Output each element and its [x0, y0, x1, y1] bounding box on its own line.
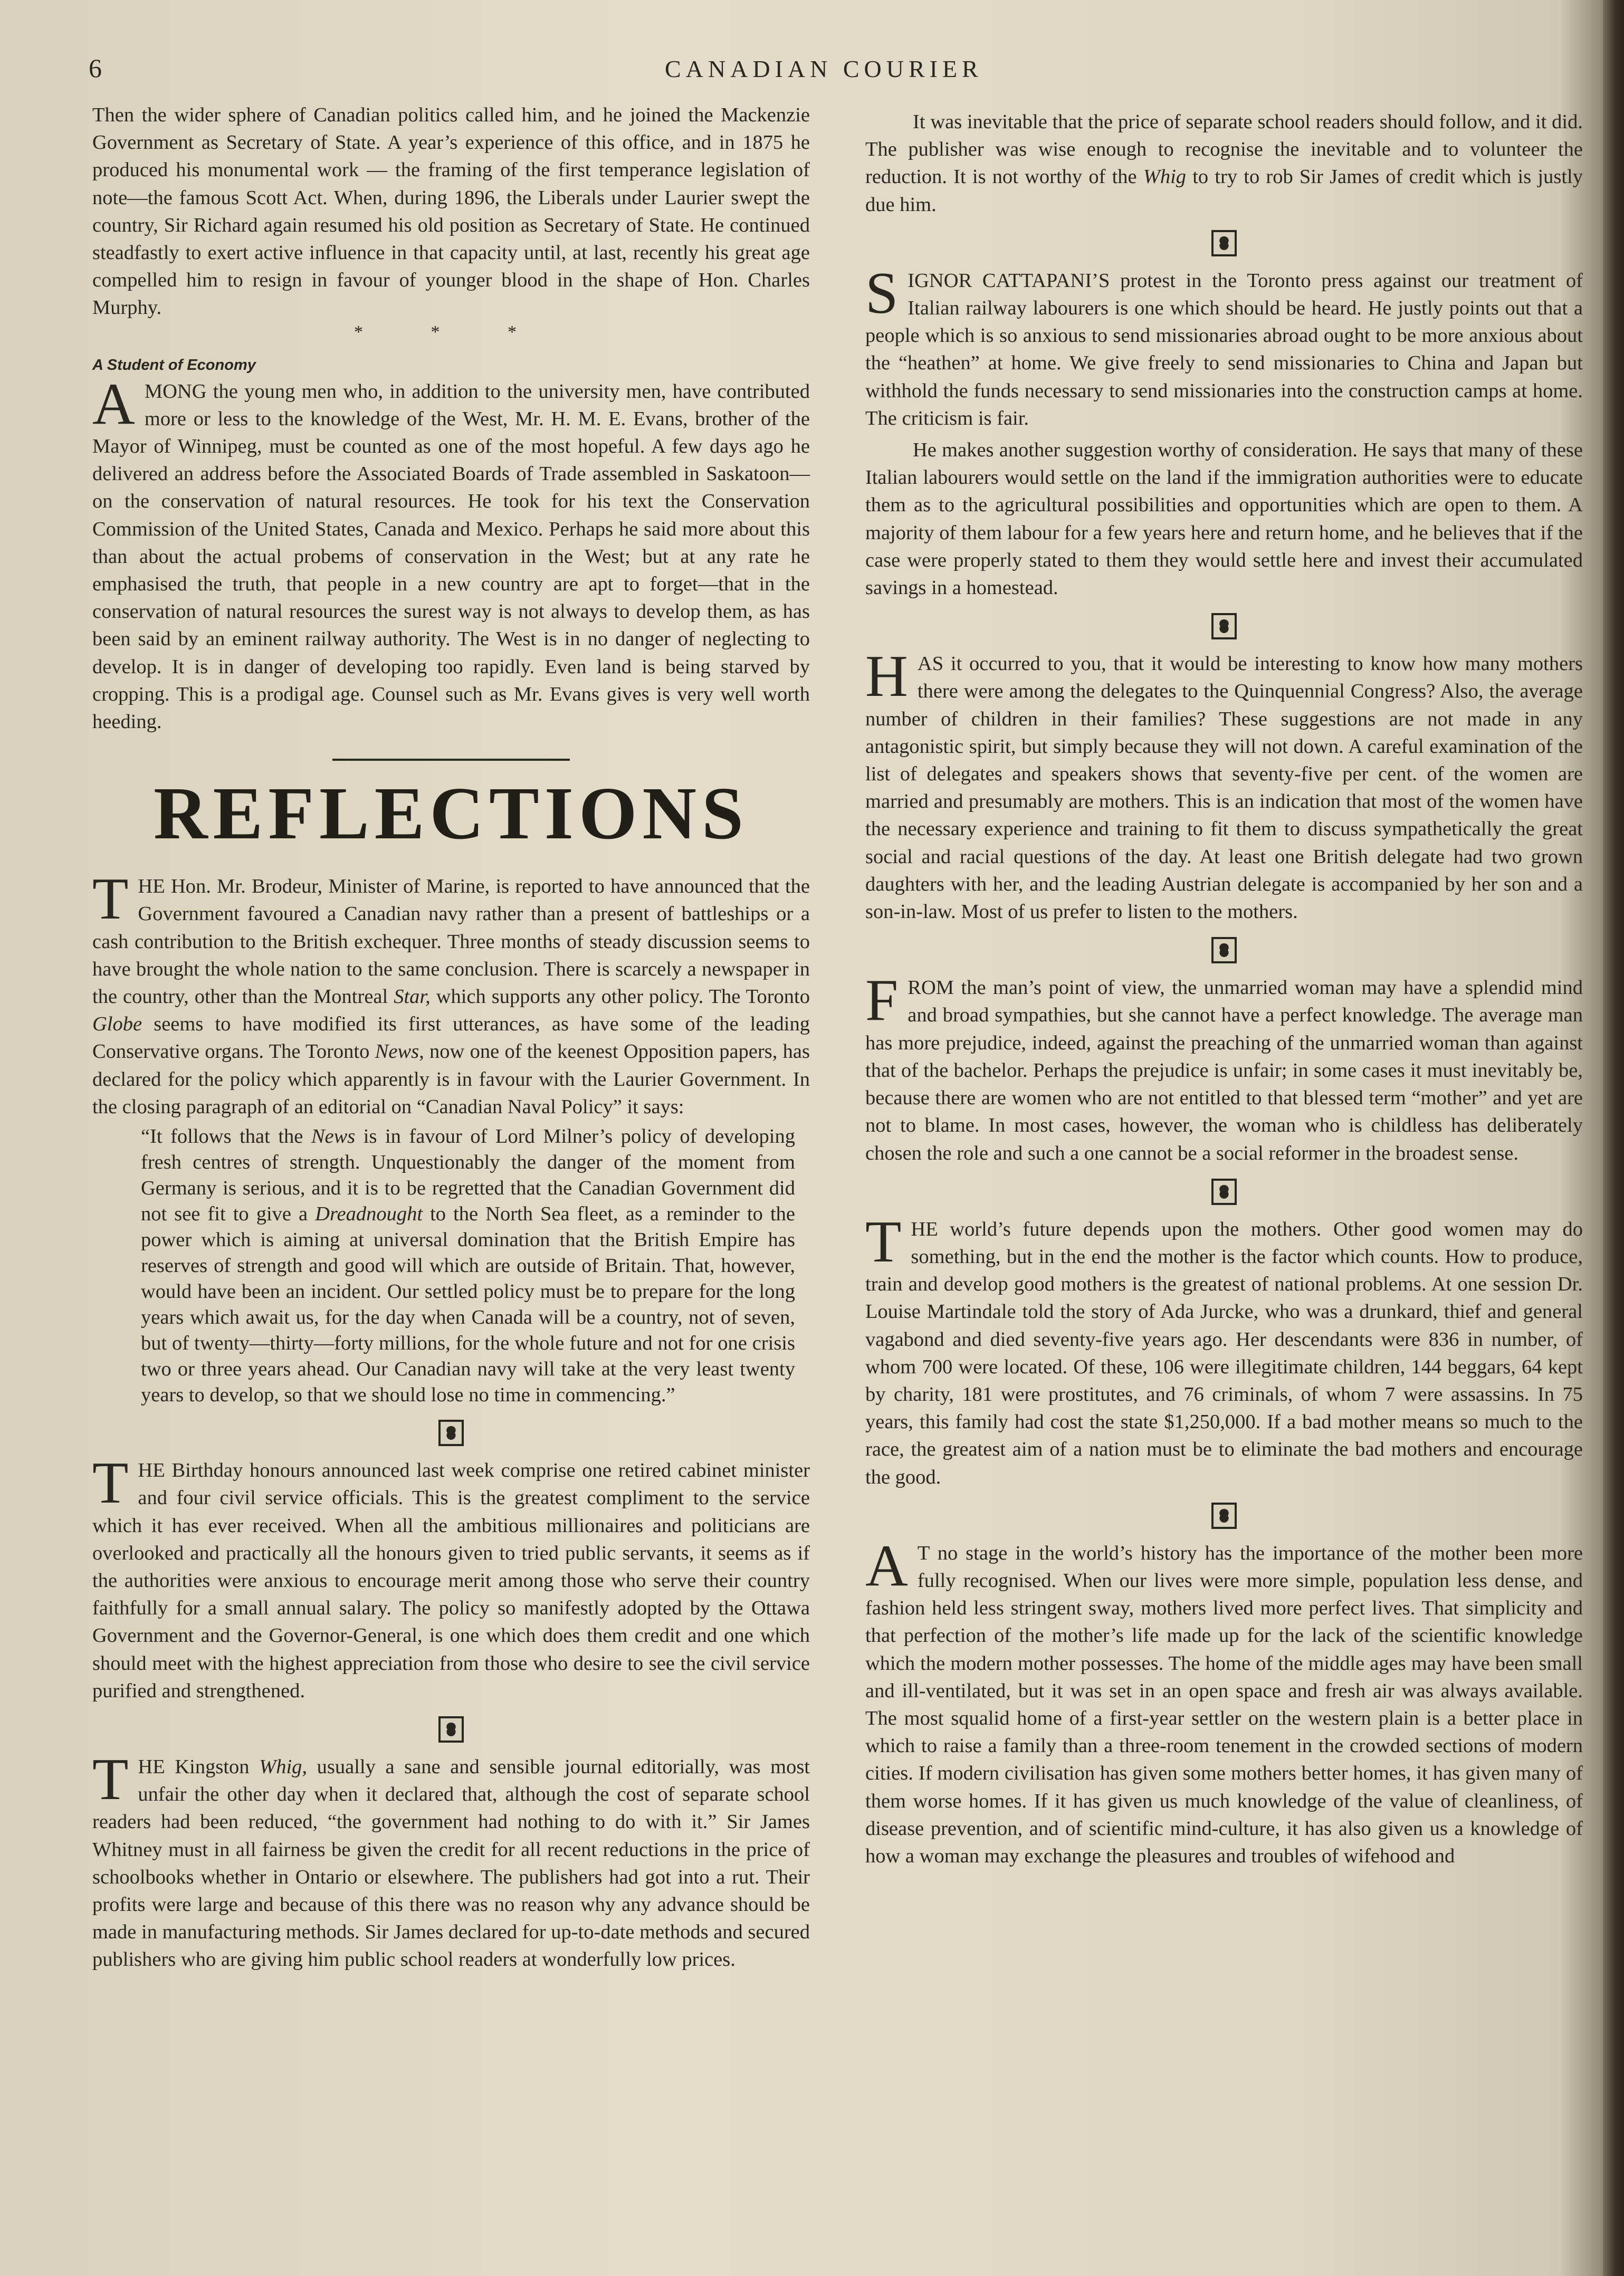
section-separator: * * * — [354, 322, 548, 342]
ornament-row — [865, 613, 1583, 639]
paragraph-text: HE Hon. Mr. Brodeur, Minister of Marine, is reported to have announced that the Government favoured a Canadian navy rather than a present of battleships or a cash contribution to the British exchequer. Three months of steady discussion seems to have brought the whole nation to the same conclusion. There is scarcely a newspaper in the country, other than the Montreal — [92, 875, 810, 1008]
paragraph-text: usually a sane and sensible journal editorially, was most unfair the other day when it declared that, although the cost of separate school readers had been reduced, “the government had nothing to do with it.” Sir James Whitney must in all fairness be given the credit for all recent reductions in the price of schoolbooks whether in Ontario or elsewhere. The publishers had got into a rut. Their profits were large and because of this there was no reason why any advance should be made in manufacturing methods. Sir James declared for up-to-date methods and secured publishers who are giving him public school readers at wonderfully low prices. — [92, 1755, 810, 1971]
cattapani-paragraph-2: He makes another suggestion worthy of consideration. He says that many of these Italian labourers would settle on the land if the immigration authorities were to educate them as to the agricultural possibilities and opportunities which are open to them. A majority of them labour for a few years here and return home, and he believes that if the case were properly stated to them they would settle here and invest their accumulated savings in a homestead. — [865, 439, 1583, 599]
drop-cap: T — [92, 1450, 129, 1516]
newspaper-name: News, — [375, 1040, 424, 1063]
intro-paragraph: Then the wider sphere of Canadian politics called him, and he joined the Mackenzie Government as Secretary of State. A year’s experience of this office, and in 1875 he produced his monumental work — the framing of the first temperance legislation of note—the famous Scott Act. When, during 1896, the Liberals under Laurier swept the country, Sir Richard again resumed his old position as Secretary of State. He continued steadfastly to exert active influence in that capacity until, at last, recently his great age compelled him to resign in favour of younger blood in the shape of Hon. Charles Murphy. — [92, 104, 810, 319]
drop-cap: S — [865, 260, 899, 326]
newspaper-name: Whig — [1143, 166, 1187, 188]
paragraph-text: HE Kingston — [138, 1755, 260, 1778]
ornament-icon — [438, 1716, 464, 1743]
paragraph-text: IGNOR CATTAPANI’S protest in the Toronto press against our treatment of Italian railway labourers is one which should be heard. He justly points out that a people which is so anxious to send missionaries abroad ought to be more anxious about the “heathen” at home. We give freely to send missionaries to China and Japan but withhold the funds necessary to send missionaries into the construction camps at home. The criticism is fair. — [865, 269, 1583, 429]
paragraph-text: now one of the keenest Opposition papers, has declared for the policy which apparently is in favour with the Laurier Government. In the closing paragraph of an editorial on “Canadian Naval Policy” it says: — [92, 1040, 810, 1118]
drop-cap: A — [92, 371, 135, 437]
paragraph-text: ROM the man’s point of view, the unmarried woman may have a splendid mind and broad sympathies, but she cannot have a perfect knowledge. The average man has more prejudice, indeed, against the preaching of the unmarried woman than against that of the bachelor. Perhaps the prejudice is unfair; in some cases it must inevitably be, because there are women who are not entitled to that blessed term “mother” and yet are not to blame. In most cases, however, the woman who is childless has deliberately chosen the role and such a one cannot be a social reformer in the broadest sense. — [865, 977, 1583, 1164]
drop-cap: A — [865, 1533, 908, 1599]
unmarried-paragraph — [865, 968, 1583, 1166]
drop-cap: H — [865, 644, 908, 710]
paragraph-text: which supports any other policy. The Toronto — [430, 986, 810, 1008]
drop-cap: T — [92, 866, 129, 932]
drop-cap: T — [865, 1209, 902, 1275]
brodeur-paragraph — [92, 866, 810, 1121]
ornament-icon — [1211, 230, 1237, 256]
ornament-icon — [1211, 1179, 1237, 1205]
paragraph-text: HE world’s future depends upon the mothers. Other good women may do something, but in the end the mother is the factor which counts. How to produce, train and develop good mothers is the greatest of national problems. At one session Dr. Louise Martindale told the story of Ada Jurcke, who was a drunkard, thief and general vagabond and died seventy-five years ago. Her descendants were 836 in number, of whom 700 were located. Of these, 106 were illegitimate children, 144 beggars, 64 kept by charity, 181 were prostitutes, and 76 criminals, of whom 7 were assassins. In 75 years, this family had cost the state $1,250,000. If a bad mother means so much to the race, the greatest aim of a nation must be to eliminate the bad mothers and encourage the good. — [865, 1218, 1583, 1488]
page-number: 6 — [89, 53, 102, 83]
horizontal-rule — [332, 759, 570, 761]
mothers-congress-paragraph — [865, 644, 1583, 925]
paragraph-text: It was inevitable that the price of separate school readers should follow, and it did. The publisher was wise enough to recognise the inevitable and to volunteer the reduction. It is not worthy of the — [865, 111, 1583, 188]
ornament-row — [92, 1716, 810, 1743]
readers-continued-paragraph — [865, 108, 1583, 218]
ornament-icon — [1211, 1503, 1237, 1529]
paragraph-text: AS it occurred to you, that it would be interesting to know how many mothers there were among the delegates to the Quinquennial Congress? Also, the average number of children in their families? These suggestions are not made in any antagonistic spirit, but simply because they will not down. A careful examination of the list of delegates and speakers shows that seventy-five per cent. of the women are married and presumably are mothers. This is an indication that most of the women have the necessary experience and training to fit them to discuss sympathetically the great social and racial questions of the day. At least one British delegate had two grown daughters with her, and the leading Austrian delegate is accompanied by her son and a son-in-law. Most of us prefer to listen to the mothers. — [865, 653, 1583, 923]
newspaper-name: Whig, — [259, 1755, 308, 1778]
cattapani-paragraph — [865, 260, 1583, 432]
future-paragraph — [865, 1209, 1583, 1491]
paragraph-text: the young men who, in addition to the university men, have contributed more or less to the knowledge of the West, Mr. H. M. E. Evans, brother of the Mayor of Winnipeg, must be counted as one of the most hopeful. A few days ago he delivered an address before the Associated Boards of Trade assembled in Saskatoon—on the conservation of natural resources. He took for his text the Conservation Commission of the United States, Canada and Mexico. Perhaps he said more about this than about the actual probems of conservation in the West; but at any rate he emphasised the truth, that people in a new country are apt to forget—that in the conservation of natural resources the surest way is not always to develop them, as has been said by an eminent railway authority. The West is in no danger of neglecting to develop. It is in danger of developing too rapidly. Even land is being starved by cropping. This is a prodigal age. Counsel such as Mr. Evans gives is very well worth heeding. — [92, 380, 810, 733]
quote-text: is in favour of Lord Milner’s policy of developing fresh centres of strength. Unquestionably the danger of the moment from Germany is serious, and it is to be regretted that the Canadian Government did not see fit to give a — [141, 1125, 795, 1226]
birthday-paragraph — [92, 1450, 810, 1705]
left-column — [92, 101, 810, 1974]
section-title-reflections: REFLECTIONS — [154, 771, 749, 855]
lead-word: MONG — [144, 380, 207, 403]
kingston-paragraph — [92, 1746, 810, 1974]
ornament-row — [865, 230, 1583, 256]
ornament-icon — [1211, 613, 1237, 639]
ornament-icon — [438, 1420, 464, 1446]
newspaper-name: Globe — [92, 1013, 142, 1036]
quote-text: “It follows that the — [141, 1125, 311, 1148]
ornament-row — [865, 937, 1583, 963]
page-binding-edge — [1603, 0, 1624, 2276]
student-paragraph — [92, 371, 810, 736]
running-head: CANADIAN COURIER — [665, 55, 983, 82]
drop-cap: T — [92, 1746, 129, 1812]
ornament-row — [865, 1179, 1583, 1205]
subheading-student-of-economy: A Student of Economy — [92, 356, 256, 374]
paragraph-text: HE Birthday honours announced last week comprise one retired cabinet minister and four civil service officials. This is the greatest compliment to the service which it has ever received. When all the ambitious millionaires and politicians are overlooked and practically all the honours given to tried public servants, it seems as if the authorities were anxious to encourage merit among those who serve their country faithfully for a small annual salary. The policy so manifestly adopted by the Ottawa Government and the Governor-General, is one which does them credit and one which should meet with the highest appreciation from those who desire to see the civil service purified and strengthened. — [92, 1459, 810, 1702]
right-column — [865, 108, 1583, 1870]
no-stage-paragraph — [865, 1533, 1583, 1870]
paragraph-text: to try to rob Sir James of credit which is justly due him. — [865, 166, 1583, 216]
newspaper-name: Star, — [394, 986, 431, 1008]
drop-cap: F — [865, 968, 899, 1034]
block-quote — [141, 1124, 795, 1408]
ornament-row — [92, 1420, 810, 1446]
quote-text: to the North Sea fleet, as a reminder to the power which is aiming at universal domination that the British Empire has reserves of strength and good will which are outside of Britain. That, however, would have been an incident. Our settled policy must be to prepare for the long years which await us, for the day when Canada will be a country, not of seven, but of twenty—thirty—forty millions, for the whole future and not for one crisis two or three years ahead. Our Canadian navy will take at the very least twenty years to develop, so that we should lose no time in commencing.” — [141, 1203, 795, 1407]
paragraph-text: T no stage in the world’s history has the importance of the mother been more fully recognised. When our lives were more simple, population less dense, and fashion held less stringent sway, mothers lived more perfect lives. That simplicity and that perfection of the mother’s life made up for the lack of the scientific knowledge which the modern mother possesses. The home of the middle ages may have been small and ill-ventilated, but it was set in an open space and fresh air was always available. The most squalid home of a first-year settler on the western plain is a better place in which to raise a family than a three-room tenement in the crowded sections of modern cities. If modern civilisation has given some mothers better homes, it has given many of them worse homes. If it has given us much knowledge of the value of cleanliness, of disease prevention, and of scientific mind-culture, it has also given us a knowledge of how a woman may exchange the pleasures and troubles of wifehood and — [865, 1542, 1583, 1867]
ornament-icon — [1211, 937, 1237, 963]
ship-name: Dreadnought — [315, 1203, 423, 1226]
ornament-row — [865, 1503, 1583, 1529]
newspaper-name: News — [311, 1125, 356, 1148]
paragraph-text: seems to have modified its first utterances, as have some of the leading Conservative organs. The Toronto — [92, 1013, 810, 1063]
